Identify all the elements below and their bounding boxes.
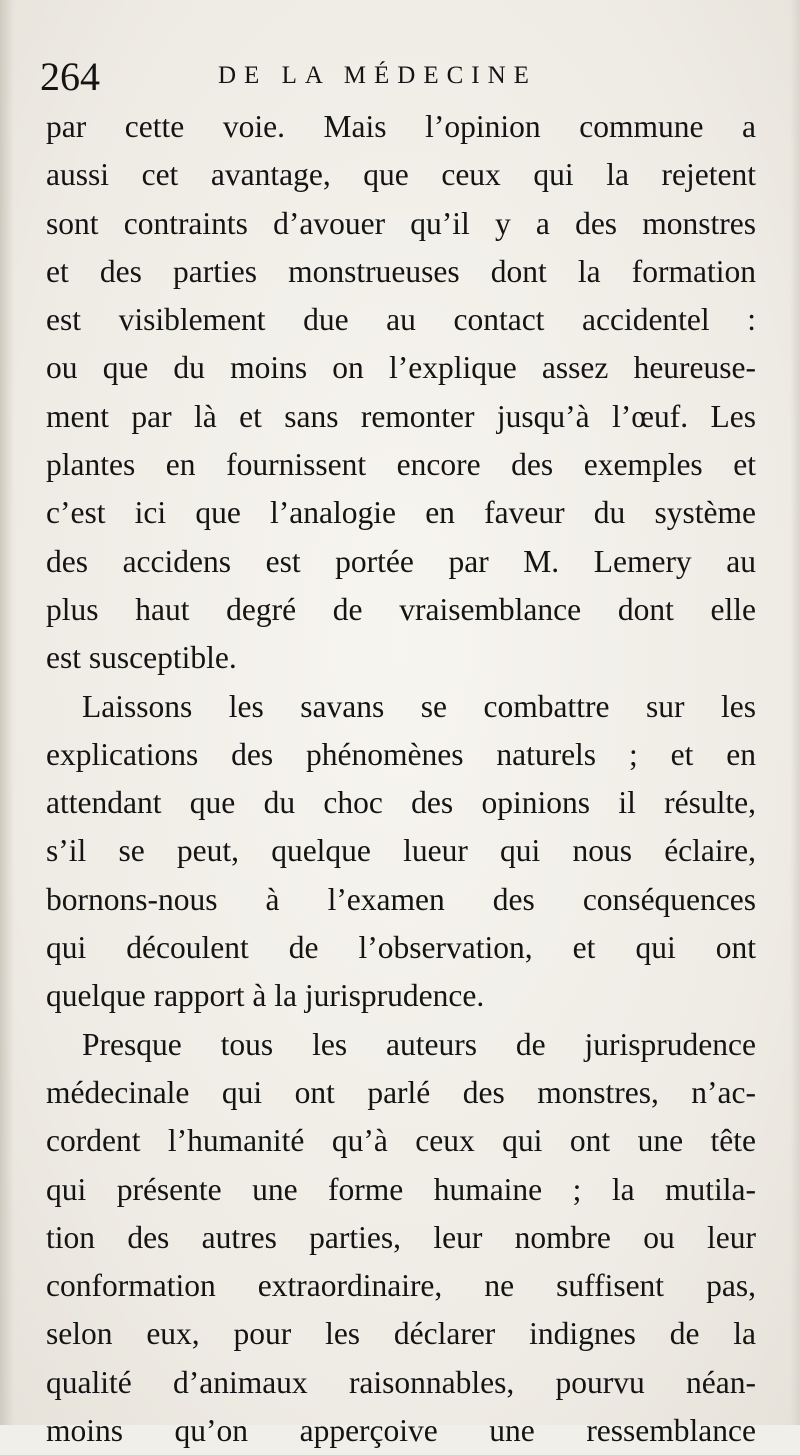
- text-line: plus haut degré de vraisemblance dont elle: [46, 591, 756, 627]
- text-line: est visiblement due au contact accidentel :: [46, 302, 756, 338]
- text-line: conformation extraordinaire, ne suffisent pas,: [46, 1268, 756, 1304]
- text-line: bornons-nous à l’examen des conséquences: [46, 881, 756, 917]
- text-line: est susceptible.: [46, 640, 237, 676]
- text-line: Presque tous les auteurs de jurisprudence: [82, 1026, 756, 1062]
- page-left-edge-shadow: [0, 0, 14, 1425]
- text-line: cordent l’humanité qu’à ceux qui ont une tête: [46, 1123, 756, 1159]
- text-line: qualité d’animaux raisonnables, pourvu néan-: [46, 1364, 756, 1400]
- text-line: Laissons les savans se combattre sur les: [82, 688, 756, 724]
- text-line: quelque rapport à la jurisprudence.: [46, 978, 485, 1014]
- page-header: [40, 52, 760, 102]
- page-number: 264: [40, 54, 100, 99]
- paragraph-3: [46, 1021, 756, 1455]
- text-line: par cette voie. Mais l’opinion commune a: [46, 109, 756, 144]
- text-line: et des parties monstrueuses dont la formation: [46, 253, 756, 289]
- text-line: explications des phénomènes naturels ; et en: [46, 736, 756, 772]
- text-line: ou que du moins on l’explique assez heureuse-: [46, 350, 756, 386]
- running-head: DE LA MÉDECINE: [218, 62, 537, 89]
- text-line: des accidens est portée par M. Lemery au: [46, 543, 756, 579]
- text-line: c’est ici que l’analogie en faveur du système: [46, 495, 756, 531]
- text-line: plantes en fournissent encore des exemples et: [46, 447, 756, 483]
- text-line: selon eux, pour les déclarer indignes de la: [46, 1316, 756, 1352]
- body-text: [46, 103, 756, 1455]
- text-line: moins qu’on apperçoive une ressemblance: [46, 1413, 756, 1449]
- text-line: qui découlent de l’observation, et qui ont: [46, 930, 756, 966]
- paragraph-1: [46, 103, 756, 683]
- text-line: tion des autres parties, leur nombre ou leur: [46, 1219, 756, 1255]
- text-line: s’il se peut, quelque lueur qui nous éclaire,: [46, 833, 756, 869]
- paragraph-2: [46, 683, 756, 1021]
- text-line: attendant que du choc des opinions il résulte,: [46, 785, 756, 821]
- text-line: sont contraints d’avouer qu’il y a des monstres: [46, 205, 756, 241]
- text-line: qui présente une forme humaine ; la mutila-: [46, 1171, 756, 1207]
- text-line: aussi cet avantage, que ceux qui la rejetent: [46, 157, 756, 193]
- text-line: ment par là et sans remonter jusqu’à l’œuf. Les: [46, 398, 756, 434]
- page-right-edge-shadow: [790, 0, 800, 1425]
- text-line: médecinale qui ont parlé des monstres, n’ac-: [46, 1074, 756, 1110]
